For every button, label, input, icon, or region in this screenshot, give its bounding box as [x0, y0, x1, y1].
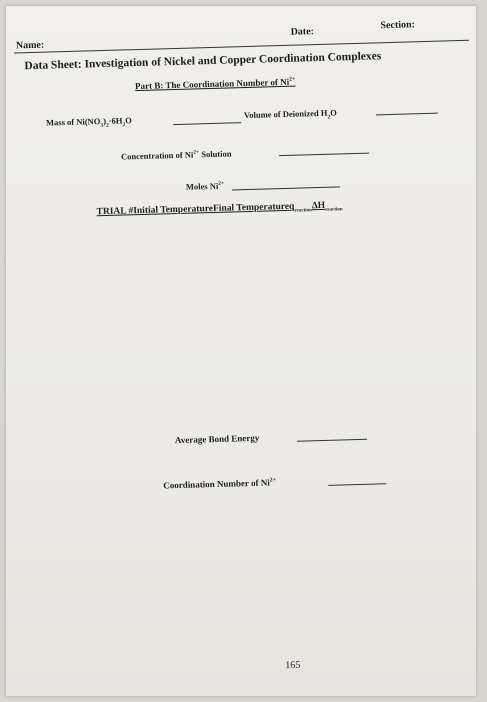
section-label: Section: [380, 19, 416, 32]
bond-energy-blank[interactable] [297, 439, 367, 442]
mass-label-d: O [125, 115, 132, 126]
concentration-label-a: Concentration of Ni [120, 149, 194, 162]
date-label: Date: [290, 26, 315, 38]
col-dh-reaction [312, 200, 343, 211]
coordination-label-sup: 2+ [269, 477, 277, 484]
mass-label-b: ) [102, 115, 107, 127]
worksheet-page [6, 6, 476, 696]
data-table-header [96, 200, 342, 219]
moles-blank[interactable] [232, 186, 340, 190]
mass-label [46, 115, 132, 130]
moles-label-a: Moles Ni [185, 180, 219, 192]
part-heading-ion-charge: 2+ [289, 76, 296, 83]
mass-label-c: ·6H [108, 115, 123, 126]
part-heading [135, 77, 296, 91]
mass-label-sub2: 2 [106, 122, 109, 129]
coordination-number-label [163, 477, 276, 490]
mass-label-a: Mass of Ni(NO [45, 116, 101, 128]
moles-label [186, 181, 225, 192]
col-dh-subscript: reaction [325, 207, 343, 213]
volume-label-a: Volume of Deionized H [243, 107, 328, 121]
concentration-label [121, 148, 232, 161]
coordination-number-blank[interactable] [328, 483, 386, 486]
concentration-label-b: Solution [199, 148, 232, 160]
mass-label-sub3: 2 [122, 122, 126, 129]
col-q-subscript: reaction [294, 208, 312, 214]
col-dh-symbol: ΔH [311, 200, 326, 212]
part-heading-text: Part B: The Coordination Number of Ni [134, 76, 290, 92]
bond-energy-label: Average Bond Energy [174, 432, 260, 446]
concentration-label-sup: 2+ [193, 149, 200, 156]
mass-blank[interactable] [173, 122, 241, 125]
header-rule [14, 40, 469, 54]
mass-label-sub1: 3 [100, 122, 104, 129]
page-number: 165 [285, 659, 301, 672]
col-q-reaction [289, 201, 312, 212]
col-trial: TRIAL # [96, 206, 134, 218]
page-title: Data Sheet: Investigation of Nickel and Copper Coordination Complexes [24, 50, 382, 73]
worksheet-content [5, 0, 487, 702]
volume-blank[interactable] [376, 113, 438, 116]
volume-label-b: O [330, 107, 337, 118]
col-initial-temperature: Initial Temperature [133, 203, 214, 217]
concentration-blank[interactable] [279, 153, 369, 157]
volume-label [244, 107, 337, 122]
volume-label-sub: 2 [327, 114, 331, 121]
col-final-temperature: Final Temperature [212, 201, 290, 214]
moles-label-sup: 2+ [218, 180, 225, 188]
name-label: Name: [15, 39, 45, 52]
col-q-symbol: q [288, 201, 295, 212]
coordination-label-a: Coordination Number of Ni [163, 477, 270, 491]
